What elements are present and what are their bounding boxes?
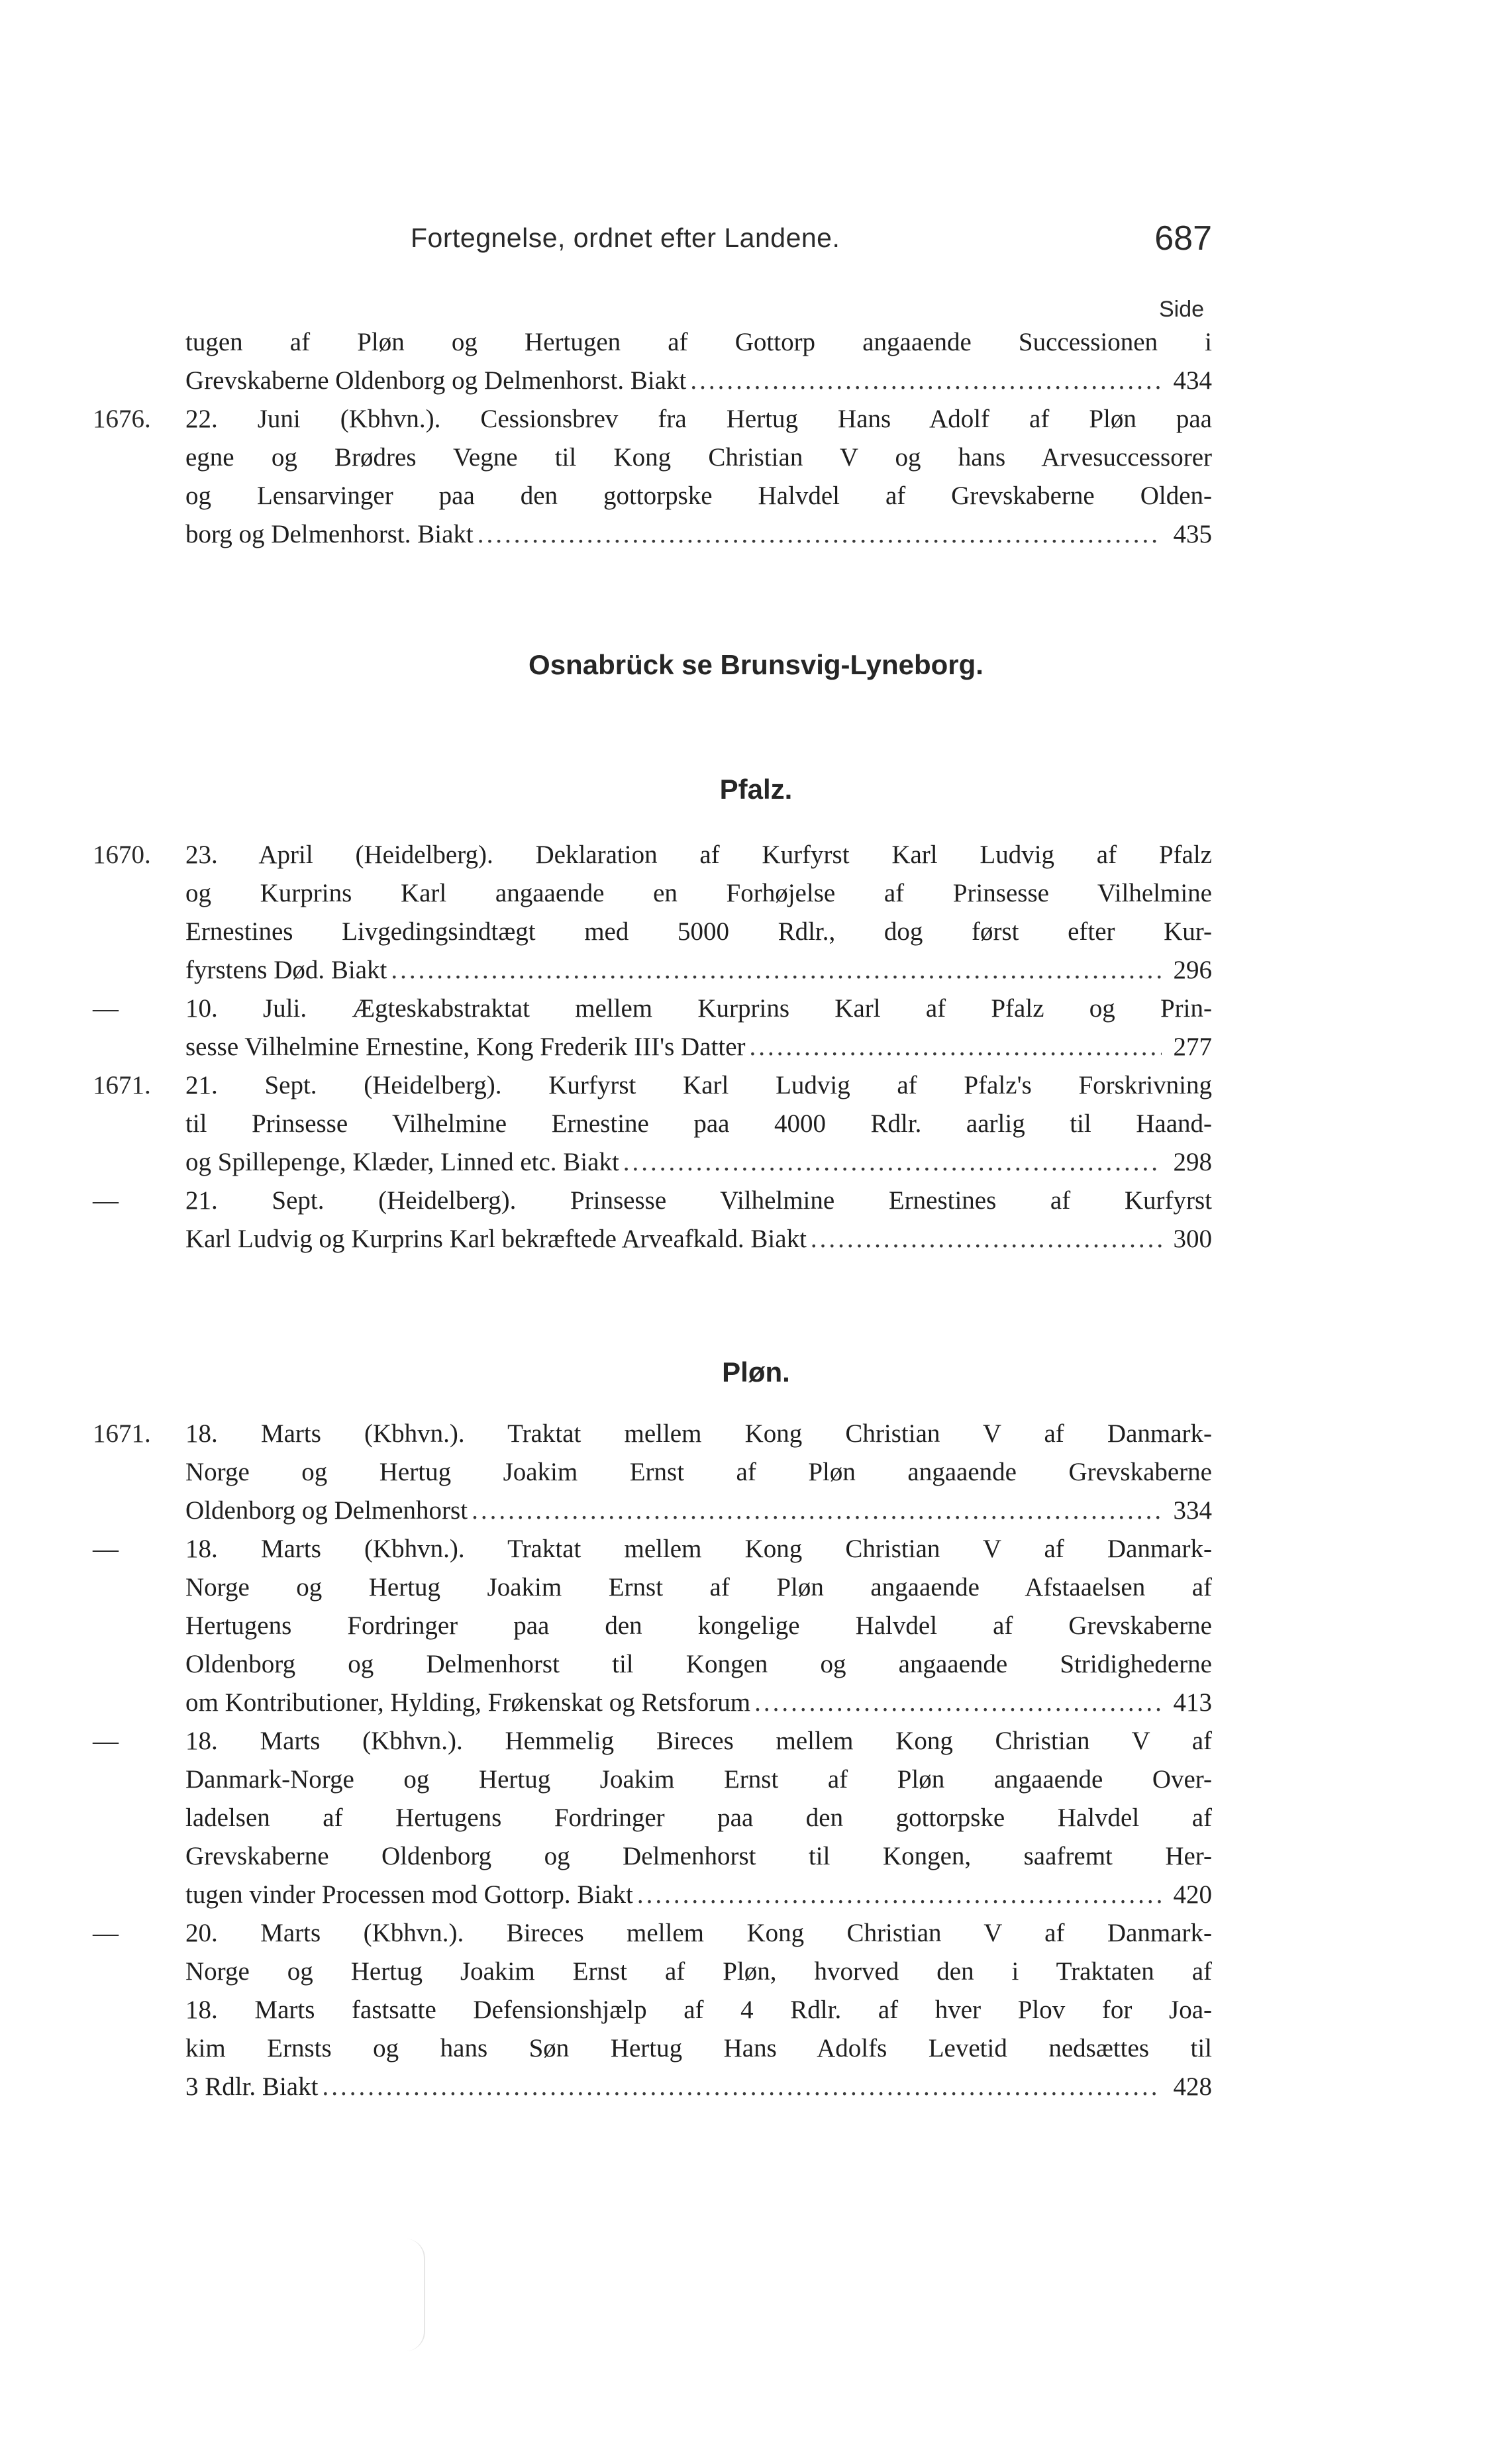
entry-line: 21. Sept. (Heidelberg). Prinsesse Vilhelmine Ernestines af Kurfyrst (185, 1186, 1212, 1215)
entry-line: Oldenborg og Delmenhorst til Kongen og angaaende Stridighederne (185, 1650, 1212, 1678)
page-header (185, 219, 1219, 272)
entry-page-ref: 420 (1173, 1880, 1212, 1909)
leader-dots (811, 1220, 1162, 1258)
entry-line: Grevskaberne Oldenborg og Delmenhorst til Kongen, saafremt Her- (185, 1842, 1212, 1870)
entry-line: Norge og Hertug Joakim Ernst af Pløn angaaende Grevskaberne (185, 1458, 1212, 1486)
entry-last-line: tugen vinder Processen mod Gottorp. Biakt (185, 1880, 633, 1909)
entry-line: til Prinsesse Vilhelmine Ernestine paa 4000 Rdlr. aarlig til Haand- (185, 1109, 1212, 1138)
leader-dots (690, 362, 1162, 400)
entry-year: — (93, 1535, 119, 1563)
entry-3-2 (93, 1722, 1212, 1914)
entry-line: ladelsen af Hertugens Fordringer paa den gottorpske Halvdel af (185, 1804, 1212, 1832)
entry-page-ref: 298 (1173, 1148, 1212, 1176)
entry-year: 1676. (93, 405, 151, 433)
entry-2-0 (93, 836, 1212, 990)
entry-year: — (93, 1727, 119, 1755)
entry-year: — (93, 1919, 119, 1947)
entry-year: — (93, 994, 119, 1023)
entry-line: Hertugens Fordringer paa den kongelige Halvdel af Grevskaberne (185, 1611, 1212, 1640)
entry-last-line: fyrstens Død. Biakt (185, 956, 387, 984)
entry-line: og Lensarvinger paa den gottorpske Halvdel af Grevskaberne Olden- (185, 482, 1212, 510)
leader-dots (637, 1876, 1162, 1914)
leader-dots (478, 515, 1162, 554)
entry-line: 18. Marts (Kbhvn.). Hemmelig Bireces mellem Kong Christian V af (185, 1727, 1212, 1755)
page-edge-mark (0, 2239, 425, 2351)
leader-dots (754, 1684, 1162, 1722)
entry-last-line: borg og Delmenhorst. Biakt (185, 520, 474, 548)
leader-dots (472, 1492, 1162, 1530)
entry-last-line: 3 Rdlr. Biakt (185, 2072, 319, 2101)
section-heading-plon: Pløn. (722, 1356, 790, 1388)
entry-0-1 (93, 400, 1212, 554)
entry-page-ref: 277 (1173, 1033, 1212, 1061)
entry-line: 20. Marts (Kbhvn.). Bireces mellem Kong Christian V af Danmark- (185, 1919, 1212, 1947)
entry-line: 21. Sept. (Heidelberg). Kurfyrst Karl Ludvig af Pfalz's Forskrivning (185, 1071, 1212, 1099)
entry-2-3 (93, 1182, 1212, 1258)
section-continuation (93, 323, 1212, 554)
entry-line: Norge og Hertug Joakim Ernst af Pløn angaaende Afstaaelsen af (185, 1573, 1212, 1601)
entry-3-0 (93, 1415, 1212, 1530)
entry-last-line: Grevskaberne Oldenborg og Delmenhorst. Biakt (185, 366, 687, 395)
entry-page-ref: 428 (1173, 2072, 1212, 2101)
entry-last-line: sesse Vilhelmine Ernestine, Kong Frederik III's Datter (185, 1033, 746, 1061)
section-pfalz (93, 836, 1212, 1258)
entry-page-ref: 435 (1173, 520, 1212, 548)
entry-line: og Kurprins Karl angaaende en Forhøjelse af Prinsesse Vilhelmine (185, 879, 1212, 907)
entry-line: kim Ernsts og hans Søn Hertug Hans Adolfs Levetid nedsættes til (185, 2034, 1212, 2062)
entry-last-line: Oldenborg og Delmenhorst (185, 1496, 468, 1525)
leader-dots (322, 2068, 1162, 2106)
section-heading-pfalz: Pfalz. (719, 774, 793, 805)
entry-year: 1670. (93, 840, 151, 869)
entry-line: egne og Brødres Vegne til Kong Christian V og hans Arvesuccessorer (185, 443, 1212, 472)
entry-page-ref: 413 (1173, 1688, 1212, 1717)
entry-page-ref: 300 (1173, 1225, 1212, 1253)
entry-page-ref: 296 (1173, 956, 1212, 984)
entry-line: Ernestines Livgedingsindtægt med 5000 Rdlr., dog først efter Kur- (185, 917, 1212, 946)
entry-page-ref: 334 (1173, 1496, 1212, 1525)
leader-dots (623, 1143, 1162, 1182)
entry-page-ref: 434 (1173, 366, 1212, 395)
entry-line: 18. Marts (Kbhvn.). Traktat mellem Kong Christian V af Danmark- (185, 1419, 1212, 1448)
page-number: 687 (1154, 219, 1212, 258)
section-heading-osnabruck: Osnabrück se Brunsvig-Lyneborg. (529, 649, 983, 680)
leader-dots (391, 951, 1162, 990)
entry-line: 18. Marts fastsatte Defensionshjælp af 4 Rdlr. af hver Plov for Joa- (185, 1996, 1212, 2024)
entry-3-3 (93, 1914, 1212, 2106)
leader-dots (750, 1028, 1162, 1066)
entry-year: 1671. (93, 1071, 151, 1099)
entry-2-1 (93, 990, 1212, 1066)
section-plon (93, 1415, 1212, 2106)
entry-2-2 (93, 1066, 1212, 1182)
entry-last-line: Karl Ludvig og Kurprins Karl bekræftede Arveafkald. Biakt (185, 1225, 807, 1253)
entry-line: 10. Juli. Ægteskabstraktat mellem Kurprins Karl af Pfalz og Prin- (185, 994, 1212, 1023)
entry-last-line: om Kontributioner, Hylding, Frøkenskat og Retsforum (185, 1688, 751, 1717)
entry-line: 23. April (Heidelberg). Deklaration af Kurfyrst Karl Ludvig af Pfalz (185, 840, 1212, 869)
entry-line: tugen af Pløn og Hertugen af Gottorp angaaende Successionen i (185, 328, 1212, 356)
running-title: Fortegnelse, ordnet efter Landene. (411, 223, 840, 253)
side-column-label: Side (1159, 297, 1205, 322)
entry-0-0 (93, 323, 1212, 400)
entry-line: 22. Juni (Kbhvn.). Cessionsbrev fra Hertug Hans Adolf af Pløn paa (185, 405, 1212, 433)
entry-year: 1671. (93, 1419, 151, 1448)
entry-line: Danmark-Norge og Hertug Joakim Ernst af Pløn angaaende Over- (185, 1765, 1212, 1794)
entry-line: Norge og Hertug Joakim Ernst af Pløn, hvorved den i Traktaten af (185, 1957, 1212, 1986)
entry-year: — (93, 1186, 119, 1215)
entry-line: 18. Marts (Kbhvn.). Traktat mellem Kong Christian V af Danmark- (185, 1535, 1212, 1563)
entry-last-line: og Spillepenge, Klæder, Linned etc. Biakt (185, 1148, 619, 1176)
entry-3-1 (93, 1530, 1212, 1722)
